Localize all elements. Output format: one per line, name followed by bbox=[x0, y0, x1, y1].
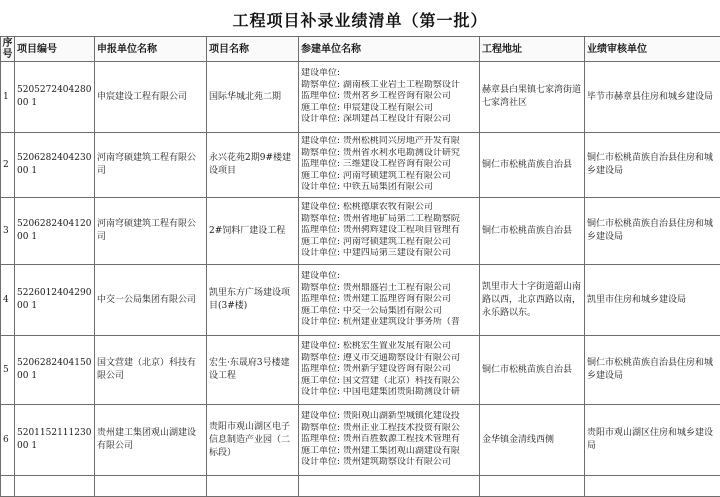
header-project-address: 工程地址 bbox=[480, 37, 585, 62]
row-index: 5 bbox=[1, 336, 15, 405]
row-address: 铜仁市松桃苗族自治县 bbox=[480, 133, 585, 198]
row-participants bbox=[299, 405, 480, 476]
row-project-name: 2#饲料厂建设工程 bbox=[207, 198, 299, 265]
participant-line: 监理单位: 贵州百胜数源工程技术管理有 bbox=[301, 434, 477, 446]
row-address: 金华镇金清线西侧 bbox=[480, 405, 585, 476]
table-row-partial bbox=[1, 476, 720, 497]
participant-line: 勘察单位: 贵州省水利水电勘测设计研究 bbox=[301, 148, 477, 160]
row-project-code: 520628240423000 1 bbox=[15, 133, 95, 198]
participant-line: 建设单位: 松桃宏生置业发展有限公司 bbox=[301, 341, 477, 353]
row-participants bbox=[299, 265, 480, 336]
row-participants bbox=[299, 336, 480, 405]
participant-line: 监理单位: 三维建设工程咨询有限公司 bbox=[301, 159, 477, 171]
performance-table bbox=[0, 36, 720, 497]
row-address: 铜仁市松桃苗族自治县 bbox=[480, 198, 585, 265]
participant-line: 监理单位: 贵州骋辉建设工程项目管理有 bbox=[301, 225, 477, 237]
table-row bbox=[1, 265, 720, 336]
row-address: 赫章县白果镇七家湾街道七家湾社区 bbox=[480, 62, 585, 133]
row-review-unit: 铜仁市松桃苗族自治县住房和城乡建设局 bbox=[585, 133, 720, 198]
participant-line: 施工单位: 河南穹硕建筑工程有限公司 bbox=[301, 171, 477, 183]
row-project-code: 522601240429000 1 bbox=[15, 265, 95, 336]
page-title: 工程项目补录业绩清单（第一批） bbox=[0, 8, 720, 31]
row-project-name: 永兴花苑2期9#楼建设项目 bbox=[207, 133, 299, 198]
participant-line: 勘察单位: 遵义市交通勘察设计有限公司 bbox=[301, 353, 477, 365]
header-participants: 参建单位名称 bbox=[299, 37, 480, 62]
row-index: 4 bbox=[1, 265, 15, 336]
row-index: 1 bbox=[1, 62, 15, 133]
row-review-unit: 贵阳市观山湖区住房和城乡建设局 bbox=[585, 405, 720, 476]
participant-line: 监理单位: 贵州新宇建设咨询有限公司 bbox=[301, 364, 477, 376]
table-row bbox=[1, 336, 720, 405]
row-review-unit: 铜仁市松桃苗族自治县住房和城乡建设局 bbox=[585, 198, 720, 265]
table-row bbox=[1, 405, 720, 476]
row-applicant: 申宸建设工程有限公司 bbox=[95, 62, 207, 133]
table-row bbox=[1, 62, 720, 133]
row-project-code: 520115211123000 1 bbox=[15, 405, 95, 476]
participant-line: 勘察单位: 贵州正业工程技术投资有限公 bbox=[301, 423, 477, 435]
participant-line: 设计单位: 中建四局第三建设有限公司 bbox=[301, 248, 477, 260]
row-applicant: 河南穹硕建筑工程有限公司 bbox=[95, 198, 207, 265]
row-participants bbox=[299, 62, 480, 133]
row-project-name: 凯里东方广场建设项目(3#楼) bbox=[207, 265, 299, 336]
row-project-name: 贵阳市观山湖区电子信息制造产业园（二标段） bbox=[207, 405, 299, 476]
participant-line: 建设单位: bbox=[301, 68, 477, 80]
participant-line: 监理单位: 贵州茗乡工程咨询有限公司 bbox=[301, 91, 477, 103]
participant-line: 建设单位: 松桃德康农牧有限公司 bbox=[301, 202, 477, 214]
participant-line: 设计单位: 深圳建昌工程设计有限公司 bbox=[301, 114, 477, 126]
participant-line: 施工单位: 国文营建（北京）科技有限公 bbox=[301, 376, 477, 388]
row-review-unit: 毕节市赫章县住房和城乡建设局 bbox=[585, 62, 720, 133]
header-project-code: 项目编号 bbox=[15, 37, 95, 62]
row-applicant: 国文营建（北京）科技有限公司 bbox=[95, 336, 207, 405]
table-row bbox=[1, 198, 720, 265]
participant-line: 勘察单位: 湖南核工业岩土工程勘察设计 bbox=[301, 80, 477, 92]
table-row bbox=[1, 133, 720, 198]
participant-line: 施工单位: 贵州建工集团观山湖建设有限 bbox=[301, 446, 477, 458]
row-review-unit: 铜仁市松桃苗族自治县住房和城乡建设局 bbox=[585, 336, 720, 405]
participant-line: 设计单位: 贵州建筑勘察设计有限公司 bbox=[301, 457, 477, 469]
row-index: 3 bbox=[1, 198, 15, 265]
participant-line: 施工单位: 申宸建设工程有限公司 bbox=[301, 103, 477, 115]
row-participants bbox=[299, 133, 480, 198]
row-participants bbox=[299, 198, 480, 265]
row-index: 2 bbox=[1, 133, 15, 198]
row-applicant: 中交一公局集团有限公司 bbox=[95, 265, 207, 336]
table-header-row bbox=[1, 37, 720, 62]
participant-line: 设计单位: 中铁五局集团有限公司 bbox=[301, 182, 477, 194]
row-address: 铜仁市松桃苗族自治县 bbox=[480, 336, 585, 405]
participant-line: 建设单位: bbox=[301, 271, 477, 283]
row-applicant: 贵州建工集团观山湖建设有限公司 bbox=[95, 405, 207, 476]
participant-line: 设计单位: 中国电建集团贵阳勘测设计研 bbox=[301, 387, 477, 399]
row-review-unit: 凯里市住房和城乡建设局 bbox=[585, 265, 720, 336]
participant-line: 勘察单位: 贵州省地矿局第二工程勘察院 bbox=[301, 214, 477, 226]
row-project-code: 520628240412000 1 bbox=[15, 198, 95, 265]
header-index: 序号 bbox=[1, 37, 15, 62]
row-project-name: 国际华城北苑二期 bbox=[207, 62, 299, 133]
row-applicant: 河南穹硕建筑工程有限公司 bbox=[95, 133, 207, 198]
row-project-name: 宏生·东晟府3号楼建设工程 bbox=[207, 336, 299, 405]
participant-line: 建设单位: 贵阳观山湖新型城镇化建设投 bbox=[301, 411, 477, 423]
participant-line: 设计单位: 杭州建业建筑设计事务所（普 bbox=[301, 317, 477, 329]
header-project-name: 项目名称 bbox=[207, 37, 299, 62]
participant-line: 监理单位: 贵州建工监理咨询有限公司 bbox=[301, 294, 477, 306]
row-project-code: 520527240428000 1 bbox=[15, 62, 95, 133]
header-applicant: 申报单位名称 bbox=[95, 37, 207, 62]
row-project-code: 520628240415000 1 bbox=[15, 336, 95, 405]
row-index: 6 bbox=[1, 405, 15, 476]
participant-line: 施工单位: 河南穹硕建筑工程有限公司 bbox=[301, 237, 477, 249]
participant-line: 勘察单位: 贵州鼎盛岩土工程有限公司 bbox=[301, 283, 477, 295]
participant-line: 施工单位: 中交一公局集团有限公司 bbox=[301, 306, 477, 318]
header-review-unit: 业绩审核单位 bbox=[585, 37, 720, 62]
participant-line: 建设单位: 贵州松桃同兴房地产开发有限 bbox=[301, 136, 477, 148]
row-address: 凯里市大十字街道韶山南路以西，北京西路以南，永乐路以东。 bbox=[480, 265, 585, 336]
